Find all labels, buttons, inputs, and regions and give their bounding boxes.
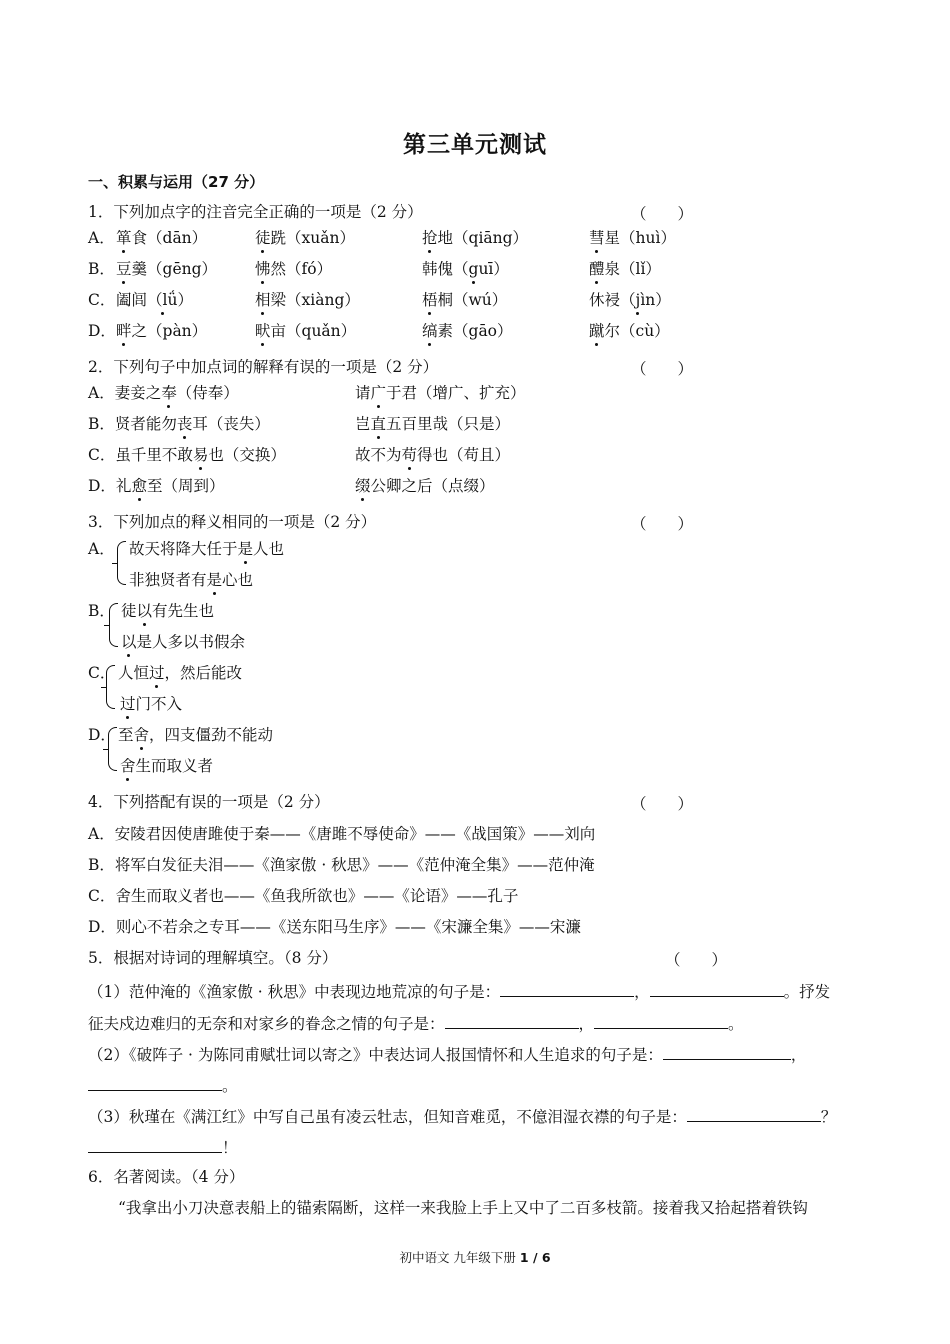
- question-2-option-d-left: D．礼愈至（周到）: [88, 477, 225, 495]
- question-5-part-1-line-2: 征夫戍边难归的无奈和对家乡的眷念之情的句子是： ， 。: [88, 1012, 744, 1034]
- page-title: 第三单元测试: [403, 132, 547, 158]
- question-5-part-2-line-2: 。: [88, 1074, 238, 1096]
- question-4-option-a: A．安陵君因使唐雎使于秦——《唐雎不辱使命》——《战国策》——刘向: [88, 825, 596, 843]
- answer-paren: （ ）: [631, 795, 694, 813]
- answer-paren: （ ）: [665, 951, 728, 969]
- question-2-option-b-right: 岂直五百里哉（只是）: [355, 415, 511, 433]
- question-5-part-2-line-1: （2）《破阵子 · 为陈同甫赋壮词以寄之》中表达词人报国情怀和人生追求的句子是： ，: [88, 1043, 806, 1065]
- question-4-stem: 4．下列搭配有误的一项是（2 分）: [88, 793, 330, 811]
- question-2-option-a-left: A．妻妾之奉（侍奉）: [88, 384, 239, 402]
- question-4-option-b: B．将军白发征夫泪——《渔家傲 · 秋思》——《范仲淹全集》——范仲淹: [88, 856, 595, 874]
- question-5-stem: 5．根据对诗词的理解填空。（8 分）: [88, 949, 338, 967]
- question-3-stem: 3．下列加点的释义相同的一项是（2 分）: [88, 513, 377, 531]
- answer-paren: （ ）: [631, 360, 694, 378]
- question-2-option-c-left: C．虽千里不敢易也（交换）: [88, 446, 286, 464]
- question-6-stem: 6．名著阅读。（4 分）: [88, 1168, 245, 1186]
- answer-paren: （ ）: [631, 515, 694, 533]
- page-footer: 初中语文 九年级下册 1 / 6: [399, 1250, 551, 1265]
- question-4-option-d: D．则心不若余之专耳——《送东阳马生序》——《宋濂全集》——宋濂: [88, 918, 581, 936]
- question-5-part-3-line-2: ！: [88, 1136, 238, 1158]
- question-1-stem: 1．下列加点字的注音完全正确的一项是（2 分）: [88, 203, 423, 221]
- question-6-passage: “我拿出小刀决意表船上的锚索隔断，这样一来我脸上手上又中了二百多枝箭。接着我又拾起搭着铁钩: [118, 1199, 808, 1217]
- answer-paren: （ ）: [631, 205, 694, 223]
- page-number: 1 / 6: [519, 1250, 551, 1265]
- question-2-option-b-left: B．贤者能勿丧耳（丧失）: [88, 415, 270, 433]
- question-5-part-1-line-1: （1）范仲淹的《渔家傲 · 秋思》中表现边地荒凉的句子是： ， 。抒发: [88, 980, 830, 1002]
- question-2-option-d-right: 缀公卿之后（点缀）: [355, 477, 495, 495]
- section-heading: 一、积累与运用（27 分）: [88, 173, 265, 191]
- question-4-option-c: C．舍生而取义者也——《鱼我所欲也》——《论语》——孔子: [88, 887, 519, 905]
- question-5-part-3-line-1: （3）秋瑾在《满江红》中写自己虽有凌云牡志，但知音难觅，不億泪湿衣襟的句子是： ？: [88, 1105, 836, 1127]
- question-2-option-a-right: 请广于君（增广、扩充）: [355, 384, 526, 402]
- question-2-option-c-right: 故不为苟得也（苟且）: [355, 446, 511, 464]
- question-2-stem: 2．下列句子中加点词的解释有误的一项是（2 分）: [88, 358, 439, 376]
